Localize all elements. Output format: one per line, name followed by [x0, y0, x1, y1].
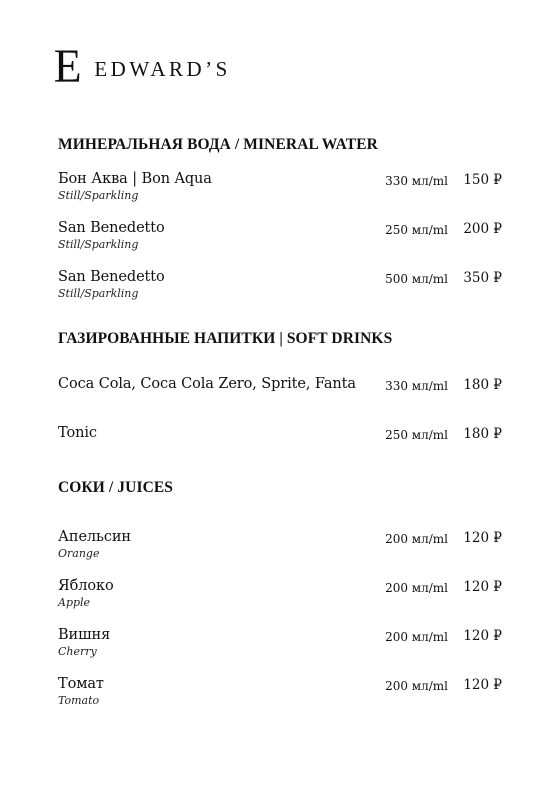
item-volume: 200 мл/ml [385, 679, 448, 693]
item-price: 180 ₽ [463, 426, 502, 442]
item-price: 350 ₽ [463, 270, 502, 286]
item-name: Бон Аква | Bon Aqua [58, 171, 212, 187]
item-price: 120 ₽ [463, 530, 502, 546]
item-volume: 250 мл/ml [385, 428, 448, 442]
item-volume: 250 мл/ml [385, 223, 448, 237]
menu-item [58, 376, 502, 412]
item-price: 120 ₽ [463, 579, 502, 595]
item-subtitle: Orange [58, 547, 100, 560]
item-volume: 500 мл/ml [385, 272, 448, 286]
brand-name: EDWARD’S [94, 56, 231, 81]
menu-item [58, 171, 502, 207]
menu-item [58, 425, 502, 461]
menu-item [58, 269, 502, 305]
item-price: 120 ₽ [463, 628, 502, 644]
item-name: San Benedetto [58, 220, 165, 236]
item-volume: 200 мл/ml [385, 532, 448, 546]
menu-item [58, 529, 502, 565]
section-title-soft-drinks: ГАЗИРОВАННЫЕ НАПИТКИ | SOFT DRINKS [58, 330, 393, 347]
item-volume: 200 мл/ml [385, 630, 448, 644]
section-title-mineral-water: МИНЕРАЛЬНАЯ ВОДА / MINERAL WATER [58, 136, 378, 153]
item-volume: 200 мл/ml [385, 581, 448, 595]
item-name: Coca Cola, Coca Cola Zero, Sprite, Fanta [58, 376, 356, 392]
item-name: Яблоко [58, 578, 114, 594]
item-subtitle: Tomato [58, 694, 100, 707]
section-title-juices: СОКИ / JUICES [58, 479, 174, 496]
item-name: Вишня [58, 627, 111, 643]
item-subtitle: Still/Sparkling [58, 287, 139, 300]
item-name: Томат [58, 676, 104, 692]
menu-item [58, 220, 502, 256]
item-price: 180 ₽ [463, 377, 502, 393]
item-subtitle: Still/Sparkling [58, 238, 139, 251]
menu-item [58, 578, 502, 614]
brand-mark: E [53, 40, 82, 93]
item-name: Tonic [58, 425, 97, 441]
item-subtitle: Cherry [58, 645, 97, 658]
item-price: 200 ₽ [463, 221, 502, 237]
item-name: San Benedetto [58, 269, 165, 285]
menu-item [58, 627, 502, 663]
item-subtitle: Still/Sparkling [58, 189, 139, 202]
item-price: 120 ₽ [463, 677, 502, 693]
menu-item [58, 676, 502, 712]
item-price: 150 ₽ [463, 172, 502, 188]
item-volume: 330 мл/ml [385, 174, 448, 188]
item-volume: 330 мл/ml [385, 379, 448, 393]
brand-logo [53, 40, 231, 93]
item-name: Апельсин [58, 529, 131, 545]
item-subtitle: Apple [58, 596, 91, 609]
